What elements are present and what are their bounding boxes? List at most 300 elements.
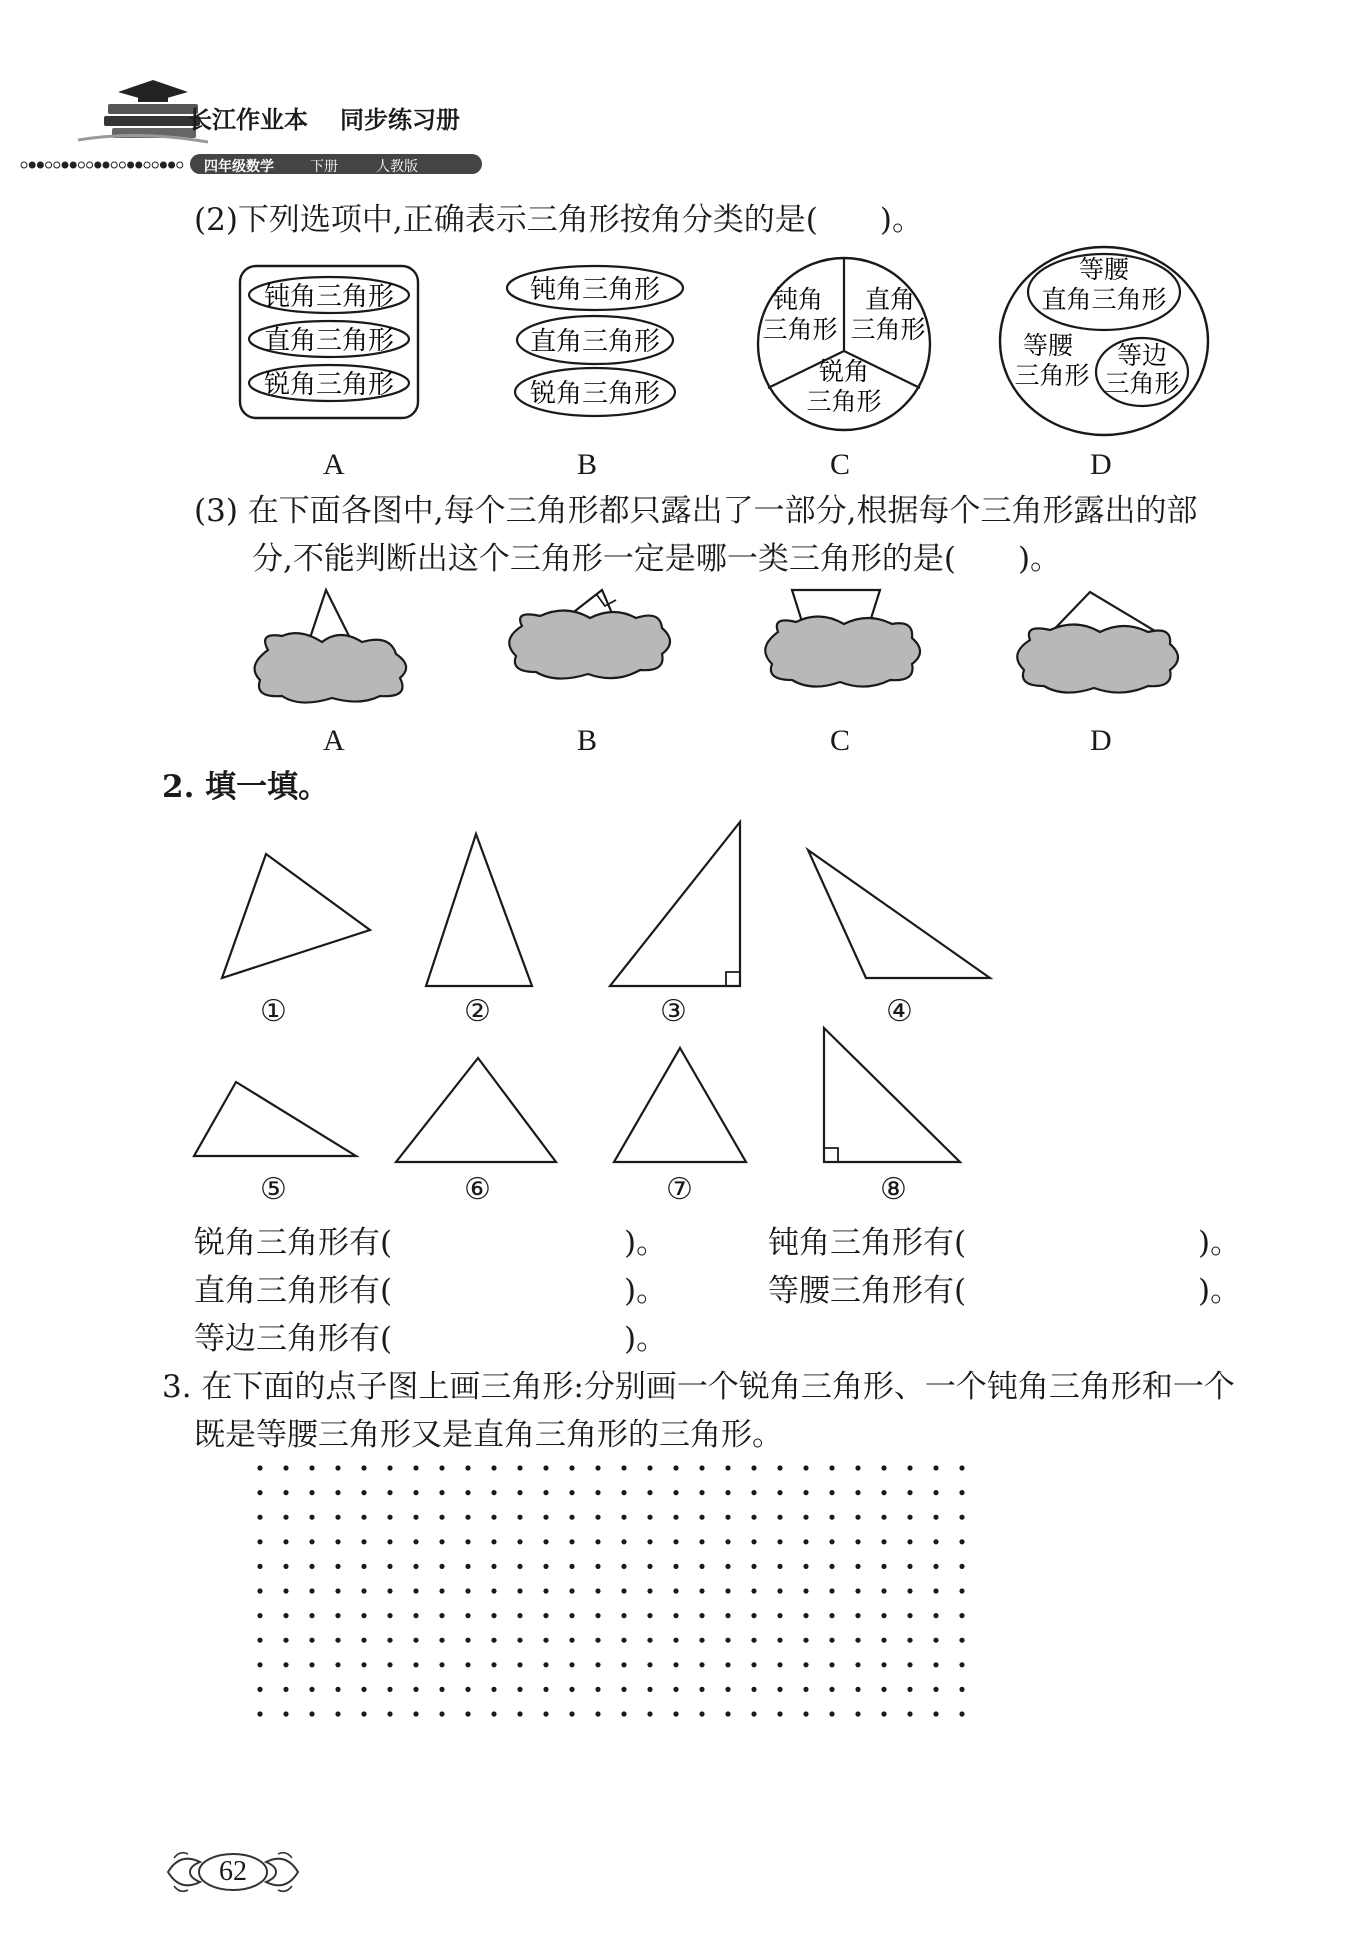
grid-dot[interactable] — [569, 1564, 574, 1569]
grid-dot[interactable] — [439, 1515, 444, 1520]
grid-dot[interactable] — [309, 1490, 314, 1495]
grid-dot[interactable] — [855, 1490, 860, 1495]
grid-dot[interactable] — [361, 1539, 366, 1544]
grid-dot[interactable] — [725, 1564, 730, 1569]
grid-dot[interactable] — [257, 1638, 262, 1643]
grid-dot[interactable] — [751, 1515, 756, 1520]
grid-dot[interactable] — [413, 1687, 418, 1692]
grid-dot[interactable] — [621, 1613, 626, 1618]
grid-dot[interactable] — [777, 1638, 782, 1643]
grid-dot[interactable] — [413, 1539, 418, 1544]
grid-dot[interactable] — [439, 1638, 444, 1643]
grid-dot[interactable] — [751, 1638, 756, 1643]
grid-dot[interactable] — [829, 1515, 834, 1520]
grid-dot[interactable] — [621, 1588, 626, 1593]
grid-dot[interactable] — [699, 1662, 704, 1667]
grid-dot[interactable] — [283, 1638, 288, 1643]
grid-dot[interactable] — [881, 1662, 886, 1667]
grid-dot[interactable] — [569, 1490, 574, 1495]
grid-dot[interactable] — [361, 1465, 366, 1470]
grid-dot[interactable] — [699, 1465, 704, 1470]
grid-dot[interactable] — [361, 1711, 366, 1716]
grid-dot[interactable] — [569, 1539, 574, 1544]
grid-dot[interactable] — [439, 1711, 444, 1716]
grid-dot[interactable] — [777, 1515, 782, 1520]
grid-dot[interactable] — [881, 1515, 886, 1520]
grid-dot[interactable] — [309, 1465, 314, 1470]
grid-dot[interactable] — [439, 1539, 444, 1544]
grid-dot[interactable] — [829, 1465, 834, 1470]
grid-dot[interactable] — [543, 1613, 548, 1618]
grid-dot[interactable] — [387, 1539, 392, 1544]
grid-dot[interactable] — [647, 1490, 652, 1495]
grid-dot[interactable] — [621, 1539, 626, 1544]
grid-dot[interactable] — [595, 1465, 600, 1470]
grid-dot[interactable] — [543, 1638, 548, 1643]
grid-dot[interactable] — [465, 1662, 470, 1667]
grid-dot[interactable] — [595, 1613, 600, 1618]
grid-dot[interactable] — [413, 1711, 418, 1716]
grid-dot[interactable] — [517, 1564, 522, 1569]
grid-dot[interactable] — [673, 1539, 678, 1544]
grid-dot[interactable] — [855, 1588, 860, 1593]
grid-dot[interactable] — [465, 1711, 470, 1716]
grid-dot[interactable] — [855, 1564, 860, 1569]
grid-dot[interactable] — [829, 1539, 834, 1544]
grid-dot[interactable] — [959, 1687, 964, 1692]
grid-dot[interactable] — [465, 1490, 470, 1495]
grid-dot[interactable] — [283, 1515, 288, 1520]
grid-dot[interactable] — [335, 1711, 340, 1716]
grid-dot[interactable] — [569, 1711, 574, 1716]
grid-dot[interactable] — [855, 1613, 860, 1618]
grid-dot[interactable] — [621, 1490, 626, 1495]
grid-dot[interactable] — [283, 1687, 288, 1692]
grid-dot[interactable] — [907, 1613, 912, 1618]
grid-dot[interactable] — [361, 1515, 366, 1520]
grid-dot[interactable] — [777, 1613, 782, 1618]
grid-dot[interactable] — [647, 1515, 652, 1520]
grid-dot[interactable] — [283, 1711, 288, 1716]
grid-dot[interactable] — [647, 1564, 652, 1569]
grid-dot[interactable] — [595, 1564, 600, 1569]
grid-dot[interactable] — [855, 1515, 860, 1520]
grid-dot[interactable] — [283, 1588, 288, 1593]
grid-dot[interactable] — [907, 1638, 912, 1643]
grid-dot[interactable] — [595, 1490, 600, 1495]
grid-dot[interactable] — [491, 1687, 496, 1692]
grid-dot[interactable] — [803, 1564, 808, 1569]
grid-dot[interactable] — [517, 1711, 522, 1716]
grid-dot[interactable] — [907, 1662, 912, 1667]
grid-dot[interactable] — [959, 1638, 964, 1643]
grid-dot[interactable] — [283, 1662, 288, 1667]
grid-dot[interactable] — [387, 1638, 392, 1643]
grid-dot[interactable] — [777, 1539, 782, 1544]
grid-dot[interactable] — [439, 1687, 444, 1692]
grid-dot[interactable] — [335, 1588, 340, 1593]
grid-dot[interactable] — [439, 1613, 444, 1618]
grid-dot[interactable] — [751, 1588, 756, 1593]
grid-dot[interactable] — [829, 1687, 834, 1692]
grid-dot[interactable] — [725, 1613, 730, 1618]
grid-dot[interactable] — [673, 1490, 678, 1495]
grid-dot[interactable] — [621, 1687, 626, 1692]
grid-dot[interactable] — [933, 1465, 938, 1470]
grid-dot[interactable] — [517, 1613, 522, 1618]
grid-dot[interactable] — [413, 1515, 418, 1520]
grid-dot[interactable] — [699, 1638, 704, 1643]
grid-dot[interactable] — [647, 1662, 652, 1667]
grid-dot[interactable] — [673, 1687, 678, 1692]
grid-dot[interactable] — [361, 1588, 366, 1593]
grid-dot[interactable] — [335, 1638, 340, 1643]
grid-dot[interactable] — [491, 1490, 496, 1495]
grid-dot[interactable] — [777, 1711, 782, 1716]
grid-dot[interactable] — [361, 1687, 366, 1692]
grid-dot[interactable] — [387, 1588, 392, 1593]
grid-dot[interactable] — [257, 1539, 262, 1544]
right-answer-blank[interactable] — [410, 1270, 624, 1310]
grid-dot[interactable] — [283, 1564, 288, 1569]
grid-dot[interactable] — [283, 1539, 288, 1544]
grid-dot[interactable] — [491, 1539, 496, 1544]
grid-dot[interactable] — [413, 1490, 418, 1495]
grid-dot[interactable] — [829, 1588, 834, 1593]
grid-dot[interactable] — [751, 1564, 756, 1569]
grid-dot[interactable] — [699, 1515, 704, 1520]
grid-dot[interactable] — [751, 1662, 756, 1667]
grid-dot[interactable] — [777, 1465, 782, 1470]
grid-dot[interactable] — [803, 1539, 808, 1544]
grid-dot[interactable] — [595, 1662, 600, 1667]
grid-dot[interactable] — [855, 1465, 860, 1470]
grid-dot[interactable] — [491, 1465, 496, 1470]
grid-dot[interactable] — [673, 1588, 678, 1593]
grid-dot[interactable] — [621, 1515, 626, 1520]
grid-dot[interactable] — [335, 1490, 340, 1495]
grid-dot[interactable] — [517, 1490, 522, 1495]
grid-dot[interactable] — [959, 1662, 964, 1667]
grid-dot[interactable] — [257, 1662, 262, 1667]
grid-dot[interactable] — [673, 1515, 678, 1520]
grid-dot[interactable] — [257, 1515, 262, 1520]
grid-dot[interactable] — [933, 1662, 938, 1667]
grid-dot[interactable] — [907, 1588, 912, 1593]
grid-dot[interactable] — [803, 1638, 808, 1643]
grid-dot[interactable] — [517, 1588, 522, 1593]
grid-dot[interactable] — [309, 1539, 314, 1544]
grid-dot[interactable] — [959, 1564, 964, 1569]
grid-dot[interactable] — [465, 1539, 470, 1544]
grid-dot[interactable] — [933, 1613, 938, 1618]
grid-dot[interactable] — [647, 1687, 652, 1692]
grid-dot[interactable] — [803, 1490, 808, 1495]
grid-dot[interactable] — [309, 1687, 314, 1692]
grid-dot[interactable] — [491, 1588, 496, 1593]
grid-dot[interactable] — [725, 1539, 730, 1544]
grid-dot[interactable] — [491, 1515, 496, 1520]
grid-dot[interactable] — [777, 1564, 782, 1569]
grid-dot[interactable] — [803, 1588, 808, 1593]
grid-dot[interactable] — [439, 1588, 444, 1593]
grid-dot[interactable] — [933, 1711, 938, 1716]
grid-dot[interactable] — [621, 1711, 626, 1716]
grid-dot[interactable] — [465, 1588, 470, 1593]
grid-dot[interactable] — [855, 1662, 860, 1667]
grid-dot[interactable] — [881, 1711, 886, 1716]
grid-dot[interactable] — [387, 1687, 392, 1692]
grid-dot[interactable] — [491, 1638, 496, 1643]
grid-dot[interactable] — [335, 1687, 340, 1692]
grid-dot[interactable] — [725, 1687, 730, 1692]
grid-dot[interactable] — [439, 1490, 444, 1495]
grid-dot[interactable] — [803, 1662, 808, 1667]
grid-dot[interactable] — [803, 1613, 808, 1618]
grid-dot[interactable] — [933, 1588, 938, 1593]
grid-dot[interactable] — [751, 1687, 756, 1692]
grid-dot[interactable] — [387, 1465, 392, 1470]
grid-dot[interactable] — [517, 1687, 522, 1692]
grid-dot[interactable] — [569, 1588, 574, 1593]
grid-dot[interactable] — [309, 1711, 314, 1716]
grid-dot[interactable] — [751, 1613, 756, 1618]
grid-dot[interactable] — [569, 1662, 574, 1667]
grid-dot[interactable] — [673, 1711, 678, 1716]
grid-dot[interactable] — [725, 1638, 730, 1643]
grid-dot[interactable] — [751, 1490, 756, 1495]
grid-dot[interactable] — [699, 1588, 704, 1593]
grid-dot[interactable] — [257, 1613, 262, 1618]
grid-dot[interactable] — [387, 1711, 392, 1716]
grid-dot[interactable] — [309, 1638, 314, 1643]
grid-dot[interactable] — [387, 1490, 392, 1495]
grid-dot[interactable] — [907, 1490, 912, 1495]
grid-dot[interactable] — [881, 1613, 886, 1618]
grid-dot[interactable] — [959, 1588, 964, 1593]
grid-dot[interactable] — [725, 1515, 730, 1520]
grid-dot[interactable] — [413, 1638, 418, 1643]
grid-dot[interactable] — [387, 1613, 392, 1618]
grid-dot[interactable] — [465, 1638, 470, 1643]
grid-dot[interactable] — [569, 1687, 574, 1692]
grid-dot[interactable] — [751, 1711, 756, 1716]
grid-dot[interactable] — [543, 1687, 548, 1692]
grid-dot[interactable] — [491, 1711, 496, 1716]
grid-dot[interactable] — [595, 1687, 600, 1692]
grid-dot[interactable] — [881, 1465, 886, 1470]
grid-dot[interactable] — [673, 1613, 678, 1618]
grid-dot[interactable] — [699, 1490, 704, 1495]
grid-dot[interactable] — [725, 1662, 730, 1667]
grid-dot[interactable] — [439, 1564, 444, 1569]
grid-dot[interactable] — [881, 1687, 886, 1692]
grid-dot[interactable] — [829, 1490, 834, 1495]
grid-dot[interactable] — [257, 1564, 262, 1569]
grid-dot[interactable] — [777, 1490, 782, 1495]
grid-dot[interactable] — [309, 1613, 314, 1618]
dot-grid[interactable] — [250, 1458, 970, 1728]
grid-dot[interactable] — [829, 1711, 834, 1716]
grid-dot[interactable] — [543, 1662, 548, 1667]
grid-dot[interactable] — [439, 1465, 444, 1470]
grid-dot[interactable] — [933, 1687, 938, 1692]
grid-dot[interactable] — [959, 1490, 964, 1495]
grid-dot[interactable] — [517, 1662, 522, 1667]
obtuse-answer-blank[interactable] — [984, 1222, 1198, 1262]
grid-dot[interactable] — [517, 1539, 522, 1544]
grid-dot[interactable] — [491, 1613, 496, 1618]
grid-dot[interactable] — [855, 1539, 860, 1544]
grid-dot[interactable] — [335, 1564, 340, 1569]
grid-dot[interactable] — [465, 1687, 470, 1692]
grid-dot[interactable] — [569, 1638, 574, 1643]
grid-dot[interactable] — [309, 1588, 314, 1593]
grid-dot[interactable] — [959, 1465, 964, 1470]
grid-dot[interactable] — [309, 1515, 314, 1520]
grid-dot[interactable] — [387, 1515, 392, 1520]
grid-dot[interactable] — [361, 1613, 366, 1618]
grid-dot[interactable] — [543, 1711, 548, 1716]
grid-dot[interactable] — [647, 1588, 652, 1593]
grid-dot[interactable] — [439, 1662, 444, 1667]
grid-dot[interactable] — [595, 1638, 600, 1643]
grid-dot[interactable] — [621, 1662, 626, 1667]
grid-dot[interactable] — [907, 1687, 912, 1692]
grid-dot[interactable] — [491, 1662, 496, 1667]
grid-dot[interactable] — [543, 1564, 548, 1569]
grid-dot[interactable] — [361, 1564, 366, 1569]
grid-dot[interactable] — [309, 1662, 314, 1667]
grid-dot[interactable] — [647, 1613, 652, 1618]
grid-dot[interactable] — [413, 1662, 418, 1667]
grid-dot[interactable] — [361, 1662, 366, 1667]
isosceles-answer-blank[interactable] — [984, 1270, 1198, 1310]
grid-dot[interactable] — [933, 1564, 938, 1569]
grid-dot[interactable] — [881, 1638, 886, 1643]
grid-dot[interactable] — [699, 1613, 704, 1618]
grid-dot[interactable] — [725, 1711, 730, 1716]
grid-dot[interactable] — [413, 1465, 418, 1470]
grid-dot[interactable] — [387, 1564, 392, 1569]
grid-dot[interactable] — [595, 1588, 600, 1593]
grid-dot[interactable] — [803, 1711, 808, 1716]
grid-dot[interactable] — [933, 1515, 938, 1520]
grid-dot[interactable] — [335, 1613, 340, 1618]
grid-dot[interactable] — [933, 1638, 938, 1643]
grid-dot[interactable] — [335, 1662, 340, 1667]
grid-dot[interactable] — [335, 1515, 340, 1520]
grid-dot[interactable] — [647, 1638, 652, 1643]
grid-dot[interactable] — [361, 1638, 366, 1643]
grid-dot[interactable] — [881, 1588, 886, 1593]
grid-dot[interactable] — [907, 1711, 912, 1716]
grid-dot[interactable] — [543, 1539, 548, 1544]
grid-dot[interactable] — [283, 1465, 288, 1470]
grid-dot[interactable] — [881, 1564, 886, 1569]
grid-dot[interactable] — [673, 1662, 678, 1667]
grid-dot[interactable] — [465, 1515, 470, 1520]
grid-dot[interactable] — [855, 1638, 860, 1643]
grid-dot[interactable] — [855, 1687, 860, 1692]
grid-dot[interactable] — [907, 1515, 912, 1520]
grid-dot[interactable] — [829, 1564, 834, 1569]
grid-dot[interactable] — [569, 1515, 574, 1520]
grid-dot[interactable] — [803, 1465, 808, 1470]
grid-dot[interactable] — [673, 1564, 678, 1569]
grid-dot[interactable] — [829, 1638, 834, 1643]
grid-dot[interactable] — [543, 1465, 548, 1470]
grid-dot[interactable] — [413, 1613, 418, 1618]
grid-dot[interactable] — [257, 1490, 262, 1495]
grid-dot[interactable] — [725, 1588, 730, 1593]
grid-dot[interactable] — [777, 1588, 782, 1593]
grid-dot[interactable] — [621, 1638, 626, 1643]
grid-dot[interactable] — [283, 1490, 288, 1495]
grid-dot[interactable] — [413, 1588, 418, 1593]
grid-dot[interactable] — [829, 1662, 834, 1667]
grid-dot[interactable] — [543, 1515, 548, 1520]
grid-dot[interactable] — [647, 1711, 652, 1716]
grid-dot[interactable] — [647, 1465, 652, 1470]
grid-dot[interactable] — [595, 1711, 600, 1716]
grid-dot[interactable] — [907, 1564, 912, 1569]
grid-dot[interactable] — [517, 1465, 522, 1470]
grid-dot[interactable] — [543, 1588, 548, 1593]
grid-dot[interactable] — [257, 1711, 262, 1716]
grid-dot[interactable] — [595, 1515, 600, 1520]
grid-dot[interactable] — [413, 1564, 418, 1569]
grid-dot[interactable] — [699, 1687, 704, 1692]
grid-dot[interactable] — [361, 1490, 366, 1495]
grid-dot[interactable] — [257, 1588, 262, 1593]
grid-dot[interactable] — [751, 1539, 756, 1544]
grid-dot[interactable] — [699, 1711, 704, 1716]
grid-dot[interactable] — [517, 1515, 522, 1520]
grid-dot[interactable] — [959, 1515, 964, 1520]
grid-dot[interactable] — [543, 1490, 548, 1495]
grid-dot[interactable] — [621, 1564, 626, 1569]
acute-answer-blank[interactable] — [410, 1222, 624, 1262]
grid-dot[interactable] — [673, 1638, 678, 1643]
grid-dot[interactable] — [933, 1490, 938, 1495]
grid-dot[interactable] — [959, 1711, 964, 1716]
grid-dot[interactable] — [725, 1465, 730, 1470]
equilateral-answer-blank[interactable] — [410, 1318, 624, 1358]
grid-dot[interactable] — [699, 1564, 704, 1569]
grid-dot[interactable] — [309, 1564, 314, 1569]
grid-dot[interactable] — [491, 1564, 496, 1569]
grid-dot[interactable] — [257, 1687, 262, 1692]
grid-dot[interactable] — [777, 1662, 782, 1667]
grid-dot[interactable] — [335, 1539, 340, 1544]
grid-dot[interactable] — [569, 1465, 574, 1470]
grid-dot[interactable] — [621, 1465, 626, 1470]
grid-dot[interactable] — [465, 1613, 470, 1618]
grid-dot[interactable] — [257, 1465, 262, 1470]
grid-dot[interactable] — [881, 1490, 886, 1495]
grid-dot[interactable] — [595, 1539, 600, 1544]
grid-dot[interactable] — [881, 1539, 886, 1544]
grid-dot[interactable] — [673, 1465, 678, 1470]
grid-dot[interactable] — [751, 1465, 756, 1470]
grid-dot[interactable] — [725, 1490, 730, 1495]
grid-dot[interactable] — [907, 1465, 912, 1470]
grid-dot[interactable] — [803, 1515, 808, 1520]
grid-dot[interactable] — [803, 1687, 808, 1692]
grid-dot[interactable] — [959, 1539, 964, 1544]
grid-dot[interactable] — [959, 1613, 964, 1618]
